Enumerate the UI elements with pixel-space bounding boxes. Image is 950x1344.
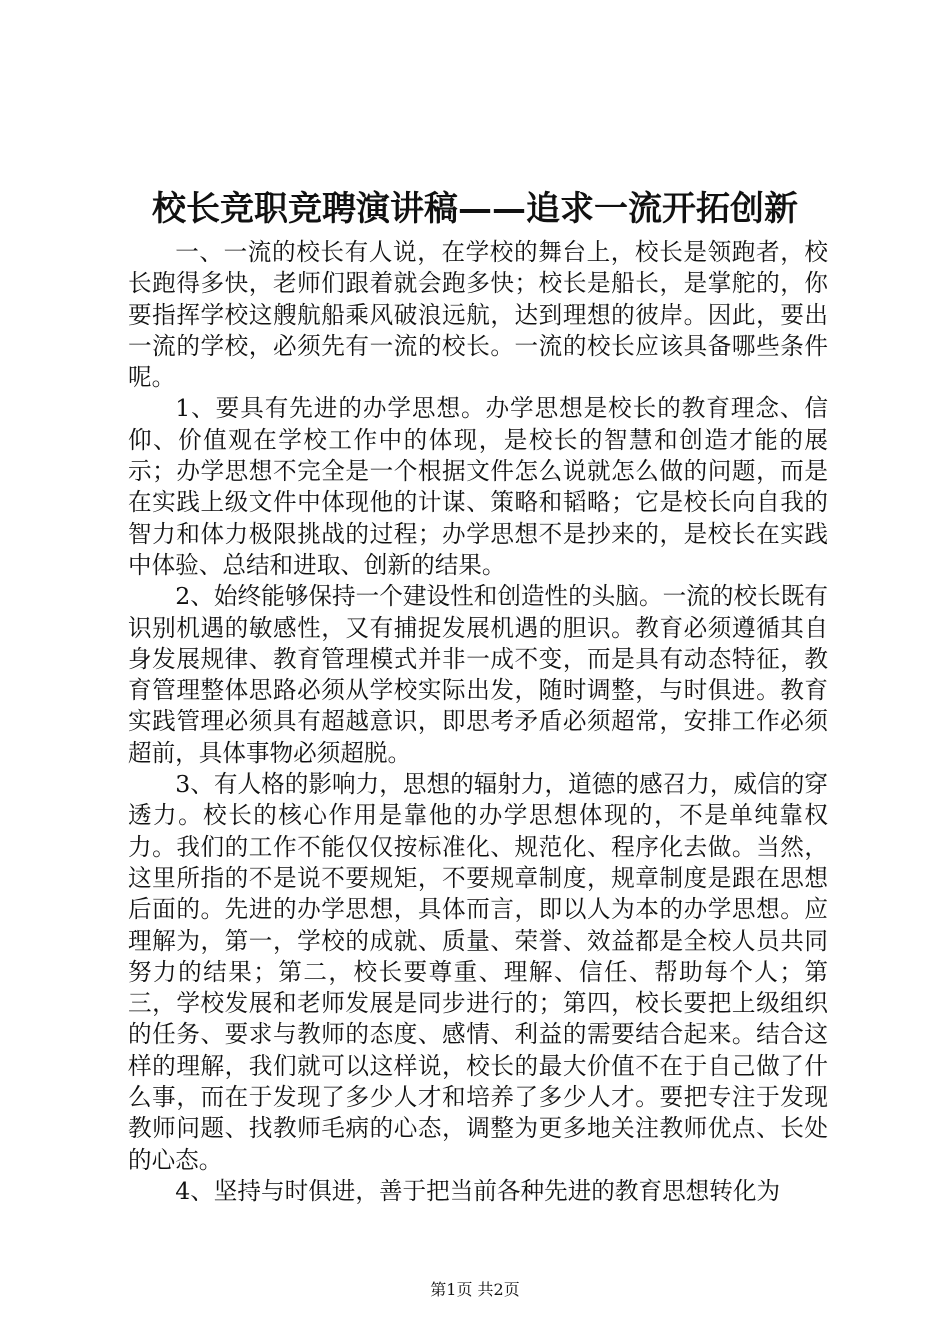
paragraph-3: 2、始终能够保持一个建设性和创造性的头脑。一流的校长既有识别机遇的敏感性，又有捕捉发展机遇的胆识。教育必须遵循其自身发展规律、教育管理模式并非一成不变，而是具有动态特征，教育管理整体思路必须从学校实际出发，随时调整，与时俱进。教育实践管理必须具有超越意识，即思考矛盾必须超常，安排工作必须超前，具体事物必须超脱。 (128, 582, 828, 767)
paragraph-4: 3、有人格的影响力，思想的辐射力，道德的感召力，威信的穿透力。校长的核心作用是靠他的办学思想体现的，不是单纯靠权力。我们的工作不能仅仅按标准化、规范化、程序化去做。当然，这里所指的不是说不要规矩，不要规章制度，规章制度是跟在思想后面的。先进的办学思想，具体而言，即以人为本的办学思想。应理解为，第一，学校的成就、质量、荣誉、效益都是全校人员共同努力的结果；第二，校长要尊重、理解、信任、帮助每个人；第三，学校发展和老师发展是同步进行的；第四，校长要把上级组织的任务、要求与教师的态度、感情、利益的需要结合起来。结合这样的理解，我们就可以这样说，校长的最大价值不在于自己做了什么事，而在于发现了多少人才和培养了多少人才。要把专注于发现教师问题、找教师毛病的心态，调整为更多地关注教师优点、长处的心态。 (128, 770, 828, 1174)
paragraph-2: 1、要具有先进的办学思想。办学思想是校长的教育理念、信仰、价值观在学校工作中的体现，是校长的智慧和创造才能的展示；办学思想不完全是一个根据文件怎么说就怎么做的问题，而是在实践上级文件中体现他的计谋、策略和韬略；它是校长向自我的智力和体力极限挑战的过程；办学思想不是抄来的，是校长在实践中体验、总结和进取、创新的结果。 (128, 394, 828, 579)
paragraph-5: 4、坚持与时俱进，善于把当前各种先进的教育思想转化为 (175, 1176, 781, 1205)
page-number-footer: 第1页 共2页 (430, 1280, 520, 1299)
document-body (128, 237, 828, 1207)
paragraph-1: 一、一流的校长有人说，在学校的舞台上，校长是领跑者，校长跑得多快，老师们跟着就会跑多快；校长是船长，是掌舵的，你要指挥学校这艘航船乘风破浪远航，达到理想的彼岸。因此，要出一流的学校，必须先有一流的校长。一流的校长应该具备哪些条件呢。 (128, 238, 828, 392)
document-title: 校长竞职竞聘演讲稿——追求一流开拓创新 (152, 189, 798, 229)
